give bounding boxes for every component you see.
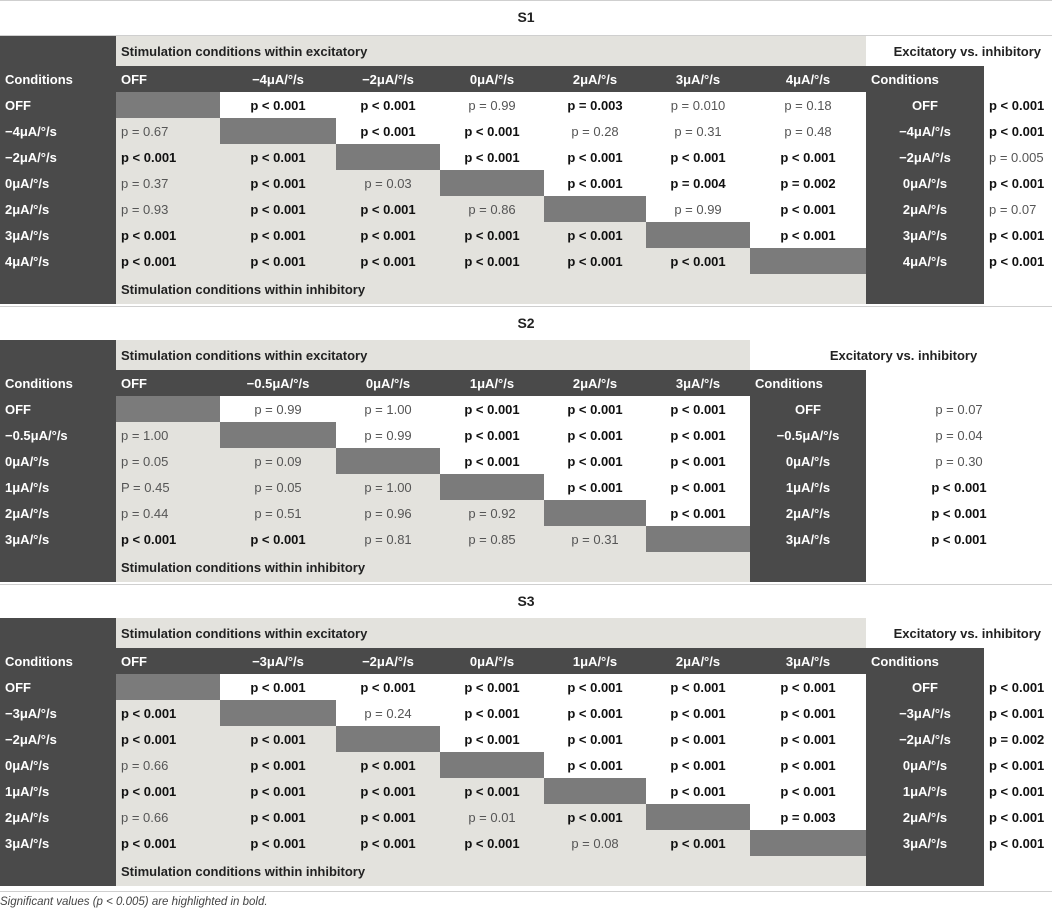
inhibitory-p-value: p < 0.001 [440, 778, 544, 804]
excitatory-p-value: p < 0.001 [440, 396, 544, 422]
diagonal-cell [750, 830, 866, 856]
inhibitory-p-value: p = 1.00 [116, 422, 220, 448]
excitatory-p-value: p < 0.001 [646, 752, 750, 778]
diagonal-cell [116, 396, 220, 422]
column-header: 0μA/°/s [440, 648, 544, 674]
comparison-bottom-blank [984, 274, 1052, 304]
conditions-header: Conditions [0, 66, 116, 92]
excitatory-p-value: p < 0.001 [220, 674, 336, 700]
comparison-p-value: p = 0.005 [984, 144, 1052, 170]
inhibitory-p-value: p = 0.37 [116, 170, 220, 196]
comparison-p-value: p < 0.001 [866, 500, 1052, 526]
excitatory-p-value: p = 0.31 [646, 118, 750, 144]
inhibitory-p-value: p = 0.92 [440, 500, 544, 526]
inhibitory-p-value: p < 0.001 [220, 778, 336, 804]
row-label: 3μA/°/s [0, 526, 116, 552]
inhibitory-p-value: P = 0.45 [116, 474, 220, 500]
inhibitory-p-value: p < 0.001 [220, 726, 336, 752]
inhibitory-p-value: p = 0.01 [440, 804, 544, 830]
excitatory-p-value: p = 0.010 [646, 92, 750, 118]
comparison-p-value: p < 0.001 [984, 778, 1052, 804]
comparison-row-label: 0μA/°/s [866, 752, 984, 778]
row-label: 2μA/°/s [0, 196, 116, 222]
comparison-row-label: 2μA/°/s [866, 196, 984, 222]
row-label: −3μA/°/s [0, 700, 116, 726]
excitatory-p-value: p < 0.001 [544, 474, 646, 500]
exc-vs-inh-label: Excitatory vs. inhibitory [866, 36, 1052, 66]
inhibitory-p-value: p = 0.86 [440, 196, 544, 222]
comparison-row-label: 3μA/°/s [866, 830, 984, 856]
inhibitory-p-value: p = 0.09 [220, 448, 336, 474]
comparison-p-value: p < 0.001 [984, 674, 1052, 700]
excitatory-p-value: p < 0.001 [544, 170, 646, 196]
excitatory-p-value: p < 0.001 [336, 92, 440, 118]
table-title: S3 [517, 593, 535, 609]
comparison-bottom-blank [984, 856, 1052, 886]
column-header: 1μA/°/s [544, 648, 646, 674]
inhibitory-p-value: p = 0.08 [544, 830, 646, 856]
excitatory-p-value: p = 0.24 [336, 700, 440, 726]
inhibitory-p-value: p < 0.001 [646, 830, 750, 856]
diagonal-cell [220, 422, 336, 448]
inhibitory-p-value: p = 0.66 [116, 752, 220, 778]
comparison-p-value: p < 0.001 [984, 804, 1052, 830]
inhibitory-p-value: p < 0.001 [336, 248, 440, 274]
inhibitory-p-value: p = 0.31 [544, 526, 646, 552]
row-label: OFF [0, 92, 116, 118]
comparison-header-blank [984, 66, 1052, 92]
comparison-row-label: 3μA/°/s [866, 222, 984, 248]
excitatory-p-value: p < 0.001 [750, 700, 866, 726]
inhibitory-p-value: p < 0.001 [220, 222, 336, 248]
row-label: 1μA/°/s [0, 778, 116, 804]
inhibitory-p-value: p < 0.001 [440, 830, 544, 856]
comparison-row-label: OFF [866, 92, 984, 118]
diagonal-cell [646, 526, 750, 552]
diagonal-cell [116, 92, 220, 118]
comparison-header-blank [866, 370, 1052, 396]
column-header: 1μA/°/s [440, 370, 544, 396]
comparison-p-value: p = 0.30 [866, 448, 1052, 474]
comparison-p-value: p < 0.001 [984, 700, 1052, 726]
column-header: 3μA/°/s [750, 648, 866, 674]
column-header: OFF [116, 648, 220, 674]
excitatory-p-value: p < 0.001 [646, 396, 750, 422]
diagonal-cell [646, 804, 750, 830]
diagonal-cell [440, 474, 544, 500]
column-header: 3μA/°/s [646, 370, 750, 396]
inhibitory-p-value: p < 0.001 [220, 830, 336, 856]
inhibitory-p-value: p < 0.001 [116, 144, 220, 170]
diagonal-cell [544, 778, 646, 804]
excitatory-p-value: p < 0.001 [440, 726, 544, 752]
excitatory-p-value: p < 0.001 [544, 448, 646, 474]
excitatory-p-value: p < 0.001 [336, 118, 440, 144]
divider [0, 0, 1052, 1]
excitatory-p-value: p < 0.001 [646, 474, 750, 500]
column-header: 0μA/°/s [440, 66, 544, 92]
inhibitory-p-value: p < 0.001 [116, 222, 220, 248]
diagonal-cell [220, 118, 336, 144]
inhibitory-p-value: p < 0.001 [336, 778, 440, 804]
row-label: 4μA/°/s [0, 248, 116, 274]
column-header: OFF [116, 66, 220, 92]
column-header: 2μA/°/s [544, 66, 646, 92]
within-excitatory-label: Stimulation conditions within excitatory [116, 36, 866, 66]
row-label: −4μA/°/s [0, 118, 116, 144]
diagonal-cell [544, 196, 646, 222]
within-excitatory-label: Stimulation conditions within excitatory [116, 618, 866, 648]
diagonal-cell [544, 500, 646, 526]
excitatory-p-value: p < 0.001 [750, 726, 866, 752]
comparison-row-label: −0.5μA/°/s [750, 422, 866, 448]
excitatory-p-value: p = 0.004 [646, 170, 750, 196]
column-header: −4μA/°/s [220, 66, 336, 92]
within-inhibitory-label: Stimulation conditions within inhibitory [116, 274, 866, 304]
excitatory-p-value: p = 0.99 [220, 396, 336, 422]
inhibitory-p-value: p < 0.001 [544, 222, 646, 248]
inhibitory-p-value: p = 0.66 [116, 804, 220, 830]
within-excitatory-label: Stimulation conditions within excitatory [116, 340, 750, 370]
diagonal-cell [220, 700, 336, 726]
comparison-conditions-header: Conditions [866, 66, 984, 92]
excitatory-p-value: p < 0.001 [440, 674, 544, 700]
excitatory-p-value: p = 0.99 [440, 92, 544, 118]
comparison-bottom-band [866, 274, 984, 304]
excitatory-p-value: p < 0.001 [646, 778, 750, 804]
comparison-p-value: p < 0.001 [984, 92, 1052, 118]
comparison-bottom-band [750, 552, 866, 582]
excitatory-p-value: p < 0.001 [544, 674, 646, 700]
comparison-row-label: 0μA/°/s [750, 448, 866, 474]
inhibitory-p-value: p < 0.001 [544, 804, 646, 830]
inhibitory-p-value: p < 0.001 [336, 196, 440, 222]
divider [0, 891, 1052, 892]
excitatory-p-value: p = 0.99 [646, 196, 750, 222]
column-header: 3μA/°/s [646, 66, 750, 92]
excitatory-p-value: p < 0.001 [750, 778, 866, 804]
row-label: OFF [0, 674, 116, 700]
row-label: −2μA/°/s [0, 726, 116, 752]
excitatory-p-value: p < 0.001 [750, 222, 866, 248]
diagonal-cell [750, 248, 866, 274]
comparison-p-value: p = 0.07 [866, 396, 1052, 422]
excitatory-p-value: p < 0.001 [646, 726, 750, 752]
comparison-row-label: 1μA/°/s [750, 474, 866, 500]
inhibitory-p-value: p = 0.85 [440, 526, 544, 552]
inhibitory-p-value: p < 0.001 [440, 222, 544, 248]
inhibitory-p-value: p < 0.001 [220, 526, 336, 552]
row-label: −2μA/°/s [0, 144, 116, 170]
excitatory-p-value: p = 0.28 [544, 118, 646, 144]
column-header: 4μA/°/s [750, 66, 866, 92]
excitatory-p-value: p < 0.001 [646, 144, 750, 170]
inhibitory-p-value: p < 0.001 [544, 248, 646, 274]
row-label: 0μA/°/s [0, 752, 116, 778]
excitatory-p-value: p < 0.001 [544, 144, 646, 170]
excitatory-p-value: p < 0.001 [646, 422, 750, 448]
inhibitory-p-value: p = 0.67 [116, 118, 220, 144]
exc-vs-inh-label: Excitatory vs. inhibitory [866, 618, 1052, 648]
excitatory-p-value: p < 0.001 [336, 674, 440, 700]
comparison-row-label: −2μA/°/s [866, 726, 984, 752]
comparison-row-label: OFF [750, 396, 866, 422]
comparison-row-label: 3μA/°/s [750, 526, 866, 552]
diagonal-cell [336, 144, 440, 170]
column-header: −3μA/°/s [220, 648, 336, 674]
inhibitory-p-value: p < 0.001 [336, 222, 440, 248]
inhibitory-p-value: p < 0.001 [220, 170, 336, 196]
excitatory-p-value: p < 0.001 [220, 92, 336, 118]
comparison-p-value: p < 0.001 [984, 752, 1052, 778]
inhibitory-p-value: p < 0.001 [336, 830, 440, 856]
excitatory-p-value: p < 0.001 [750, 674, 866, 700]
inhibitory-p-value: p < 0.001 [116, 830, 220, 856]
inhibitory-p-value: p < 0.001 [220, 248, 336, 274]
inhibitory-p-value: p < 0.001 [220, 196, 336, 222]
diagonal-cell [336, 726, 440, 752]
excitatory-p-value: p < 0.001 [544, 752, 646, 778]
diagonal-cell [116, 674, 220, 700]
excitatory-p-value: p < 0.001 [440, 422, 544, 448]
excitatory-p-value: p < 0.001 [544, 700, 646, 726]
inhibitory-p-value: p = 0.81 [336, 526, 440, 552]
row-label: −0.5μA/°/s [0, 422, 116, 448]
comparison-row-label: 4μA/°/s [866, 248, 984, 274]
inhibitory-p-value: p < 0.001 [116, 726, 220, 752]
table-title: S1 [517, 9, 535, 25]
inhibitory-p-value: p = 1.00 [336, 474, 440, 500]
comparison-row-label: −3μA/°/s [866, 700, 984, 726]
inhibitory-p-value: p < 0.001 [220, 144, 336, 170]
inhibitory-p-value: p = 0.96 [336, 500, 440, 526]
row-label: 1μA/°/s [0, 474, 116, 500]
inhibitory-p-value: p = 0.93 [116, 196, 220, 222]
conditions-header: Conditions [0, 648, 116, 674]
column-header: 2μA/°/s [544, 370, 646, 396]
inhibitory-p-value: p < 0.001 [336, 752, 440, 778]
comparison-p-value: p < 0.001 [984, 248, 1052, 274]
row-label: 0μA/°/s [0, 448, 116, 474]
comparison-p-value: p < 0.001 [984, 830, 1052, 856]
excitatory-p-value: p = 0.003 [750, 804, 866, 830]
excitatory-p-value: p < 0.001 [544, 422, 646, 448]
inhibitory-p-value: p = 0.05 [220, 474, 336, 500]
excitatory-p-value: p = 0.002 [750, 170, 866, 196]
excitatory-p-value: p < 0.001 [646, 448, 750, 474]
comparison-p-value: p = 0.07 [984, 196, 1052, 222]
inhibitory-p-value: p < 0.001 [116, 526, 220, 552]
within-inhibitory-label: Stimulation conditions within inhibitory [116, 856, 866, 886]
row-label: OFF [0, 396, 116, 422]
inhibitory-p-value: p = 0.03 [336, 170, 440, 196]
excitatory-p-value: p < 0.001 [646, 500, 750, 526]
excitatory-p-value: p = 0.48 [750, 118, 866, 144]
excitatory-p-value: p < 0.001 [544, 726, 646, 752]
column-header: −2μA/°/s [336, 66, 440, 92]
excitatory-p-value: p < 0.001 [750, 196, 866, 222]
excitatory-p-value: p = 0.99 [336, 422, 440, 448]
row-label: 3μA/°/s [0, 830, 116, 856]
comparison-p-value: p < 0.001 [984, 222, 1052, 248]
inhibitory-p-value: p < 0.001 [440, 248, 544, 274]
inhibitory-p-value: p < 0.001 [220, 752, 336, 778]
inhibitory-p-value: p < 0.001 [116, 248, 220, 274]
excitatory-p-value: p < 0.001 [750, 144, 866, 170]
excitatory-p-value: p < 0.001 [750, 752, 866, 778]
excitatory-p-value: p < 0.001 [646, 700, 750, 726]
inhibitory-p-value: p < 0.001 [336, 804, 440, 830]
footnote: Significant values (p < 0.005) are highlighted in bold. [0, 896, 268, 908]
comparison-p-value: p < 0.001 [866, 526, 1052, 552]
comparison-p-value: p < 0.001 [984, 170, 1052, 196]
within-inhibitory-label: Stimulation conditions within inhibitory [116, 552, 750, 582]
diagonal-cell [336, 448, 440, 474]
inhibitory-p-value: p = 0.51 [220, 500, 336, 526]
diagonal-cell [646, 222, 750, 248]
comparison-row-label: 2μA/°/s [866, 804, 984, 830]
inhibitory-p-value: p < 0.001 [646, 248, 750, 274]
exc-vs-inh-label: Excitatory vs. inhibitory [750, 340, 1052, 370]
comparison-conditions-header: Conditions [750, 370, 866, 396]
inhibitory-p-value: p < 0.001 [116, 700, 220, 726]
column-header: 2μA/°/s [646, 648, 750, 674]
comparison-row-label: 0μA/°/s [866, 170, 984, 196]
row-label: 2μA/°/s [0, 804, 116, 830]
comparison-header-blank [984, 648, 1052, 674]
comparison-row-label: −4μA/°/s [866, 118, 984, 144]
table-title: S2 [517, 315, 535, 331]
inhibitory-p-value: p < 0.001 [220, 804, 336, 830]
comparison-row-label: 1μA/°/s [866, 778, 984, 804]
row-label: 2μA/°/s [0, 500, 116, 526]
excitatory-p-value: p < 0.001 [646, 674, 750, 700]
excitatory-p-value: p = 0.003 [544, 92, 646, 118]
excitatory-p-value: p < 0.001 [440, 700, 544, 726]
conditions-header: Conditions [0, 370, 116, 396]
comparison-row-label: 2μA/°/s [750, 500, 866, 526]
comparison-bottom-band [866, 856, 984, 886]
divider [0, 306, 1052, 307]
comparison-p-value: p < 0.001 [984, 118, 1052, 144]
excitatory-p-value: p < 0.001 [544, 396, 646, 422]
excitatory-p-value: p < 0.001 [440, 118, 544, 144]
excitatory-p-value: p < 0.001 [440, 144, 544, 170]
comparison-p-value: p < 0.001 [866, 474, 1052, 500]
diagonal-cell [440, 170, 544, 196]
comparison-p-value: p = 0.04 [866, 422, 1052, 448]
column-header: 0μA/°/s [336, 370, 440, 396]
divider [0, 584, 1052, 585]
inhibitory-p-value: p = 0.44 [116, 500, 220, 526]
inhibitory-p-value: p < 0.001 [116, 778, 220, 804]
comparison-row-label: −2μA/°/s [866, 144, 984, 170]
column-header: −0.5μA/°/s [220, 370, 336, 396]
excitatory-p-value: p < 0.001 [440, 448, 544, 474]
excitatory-p-value: p = 0.18 [750, 92, 866, 118]
diagonal-cell [440, 752, 544, 778]
comparison-row-label: OFF [866, 674, 984, 700]
comparison-p-value: p = 0.002 [984, 726, 1052, 752]
comparison-bottom-blank [866, 552, 1052, 582]
excitatory-p-value: p = 1.00 [336, 396, 440, 422]
inhibitory-p-value: p = 0.05 [116, 448, 220, 474]
row-label: 3μA/°/s [0, 222, 116, 248]
comparison-conditions-header: Conditions [866, 648, 984, 674]
column-header: −2μA/°/s [336, 648, 440, 674]
row-label: 0μA/°/s [0, 170, 116, 196]
column-header: OFF [116, 370, 220, 396]
